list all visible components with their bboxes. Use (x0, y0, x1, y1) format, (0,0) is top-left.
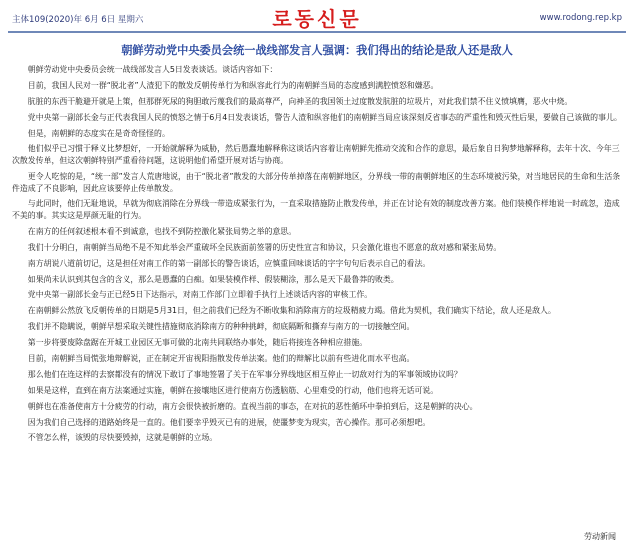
article-title: 朝鲜劳动党中央委员会统一战线部发言人强调：我们得出的结论是敌人还是敌人 (121, 44, 513, 57)
issue-date: 主体109(2020)年 6月 6日 星期六 (12, 15, 144, 25)
article-paragraph: 党中央第一副部长金与正已经5日下达指示，对南工作部门立即着手执行上述谈话内容的审核工作。 (27, 290, 373, 300)
article-paragraph: 肮脏的东西干脆避开就是上策，但那群死尿的狗胆敢污蔑我们的最高尊严，向神圣的我国领土过度散发肮脏的垃圾片，对此我们禁不住义愤填膺，恶火中烧。 (27, 96, 573, 106)
article-paragraph: 党中央第一副部长金与正代表我国人民的愤怒之情于6月4日发表谈话，警告人渣和纵容他们的南朝鲜当局应该深刻反省事态的严重性和毁灭性后果，要做自己该做的事儿。 (27, 112, 622, 122)
header-divider (8, 31, 626, 33)
article-paragraph: 在南方的任何叙述根本看不到诚意，也找不到防控激化紧张局势之举的意思。 (27, 226, 297, 236)
article-paragraph: 目前，我国人民对一群“脱北者”人渣犯下的散发反朝传单行为和纵容此行为的南朝鲜当局的态度感到满腔愤怒和嫌恶。 (27, 80, 439, 90)
article-body (12, 64, 624, 448)
article-paragraph: 因为我们自己选择的道路始终是一直的。他们要幸乎毁灭已有的进展，使噩梦变为现实，苦心操作。那可必须想吧。 (27, 417, 431, 427)
article-paragraph: 他们似乎已习惯于释义比梦想好，一开始就解释为威胁，然后愚蠢地解释称这谈话内容着让南朝鲜先推动交流和合作的意思，最后象自日狗梦地解释称，去年十次、今年三次散发传单，但这次朝鲜特别严重看待问题，这说明他们希望开展对话与协商。 (12, 144, 620, 166)
article-paragraph: 目前，南朝鲜当局慌张地辩解说，正在制定开宙视阳指散发传单法案。他们的辩解比以前有些进化而水平也高。 (27, 354, 415, 364)
article-paragraph: 但是，南朝鲜的态度实在是奇奇怪怪的。 (27, 128, 170, 138)
article-paragraph: 如果尚未认识到其包含的含义，那么是愚蠢的白痴。如果装模作样、假装糊涂，那么是天下最鲁莽的败类。 (27, 274, 399, 284)
article-paragraph: 如果是这样，直到在南方法案通过实施，朝鲜在接壤地区进行使南方伤透脑筋、心里难受的行动，他们也将无话可说。 (27, 385, 439, 395)
article-paragraph: 那么他们在连这样的去察都没有的情况下敢订了事地签署了关于在军事分界线地区相互停止一切敌对行为的军事领域协议吗？ (27, 369, 462, 379)
newspaper-masthead: 로동신문 (272, 7, 362, 31)
article-paragraph: 朝鲜劳动党中央委员会统一战线部发言人5日发表谈话。谈话内容如下： (27, 65, 278, 74)
article-paragraph: 不管怎么样，该毁的尽快要毁掉，这就是朝鲜的立场。 (27, 433, 218, 443)
article-paragraph: 与此同时，他们无耻地说，早就为彻底消除在分界线一带造成紧张行为，一直采取措施防止散发传单，并正在讨论有效的制度改善方案。他们装模作样地说一时疏忽，造成不美的事。其实这是厚颜无耻的行为。 (12, 199, 620, 221)
article-paragraph: 南方胡说八道前切记，这是担任对南工作的第一副部长的警告谈话，应慎重回味谈话的字字句句后表示自己的看法。 (27, 258, 431, 268)
page-header (0, 0, 634, 30)
site-url-link[interactable]: www.rodong.rep.kp (539, 13, 622, 23)
article-paragraph: 更令人吃惊的是，“统一部”发言人荒唐地说，由于“脱北者”散发的大部分传单掉落在南朝鲜地区，分界线一带的南朝鲜地区的生态环境被污染，对当地居民的生命和生活条件造成了不良影响，因此应该要停止传单散发。 (12, 171, 621, 193)
article-paragraph: 我们并不隐瞒说，朝鲜早想采取关键性措施彻底消除南方的种种挑衅，彻底隔断和撕弃与南方的一切接触空间。 (27, 322, 415, 332)
article-paragraph: 在南朝鲜公然放飞反朝传单的日期是5月31日，但之前我们已经为不断收集和消除南方的垃圾精疲力竭。借此为契机，我们确实下结论，敌人还是敌人。 (27, 306, 556, 316)
article-paragraph: 朝鲜也在准备使南方十分疲劳的行动，南方会很快被折磨的。直视当前的事态，在对抗的恶性循环中拳拍到后，这是朝鲜的决心。 (27, 401, 478, 411)
article-paragraph: 第一步将要废除盘踞在开城工业园区无事可做的北南共同联络办事处，随后将接连各种相应措施。 (27, 338, 368, 348)
article-source: 劳动新闻 (584, 532, 616, 541)
article-paragraph: 我们十分明白，南朝鲜当局绝不是不知此举会严重破坏全民族面前签署的历史性宣言和协议，只会激化谁也不愿意的敌对感和紧张局势。 (27, 242, 502, 252)
